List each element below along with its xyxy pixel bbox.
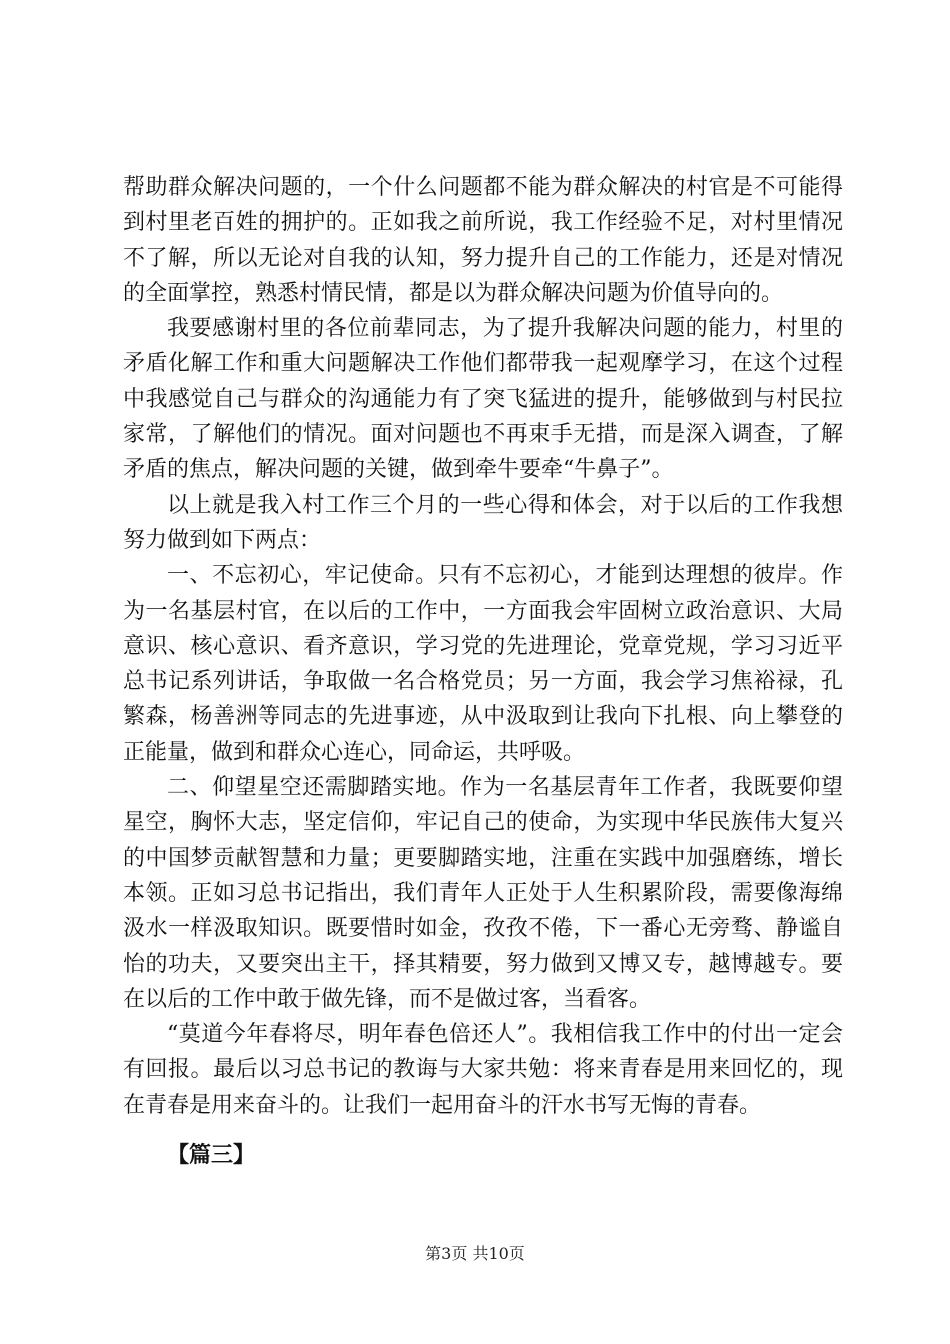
page-footer: 第3页 共10页 — [425, 1244, 525, 1263]
paragraph-5: 二、仰望星空还需脚踏实地。作为一名基层青年工作者，我既要仰望星空，胸怀大志，坚定信仰，牢记自己的使命，为实现中华民族伟大复兴的中国梦贡献智慧和力量；更要脚踏实地，注重在实践中加强磨练，增长本领。正如习总书记指出，我们青年人正处于人生积累阶段，需要像海绵汲水一样汲取知识。既要惜时如金，孜孜不倦，下一番心无旁骛、静谧自怡的功夫，又要突出主干，择其精要，努力做到又博又专，越博越专。要在以后的工作中敢于做先锋，而不是做过客，当看客。 — [123, 775, 843, 1012]
paragraph-6: “莫道今年春将尽，明年春色倍还人”。我相信我工作中的付出一定会有回报。最后以习总书记的教诲与大家共勉：将来青春是用来回忆的，现在青春是用来奋斗的。让我们一起用奋斗的汗水书写无悔的青春。 — [123, 1022, 843, 1118]
document-body — [123, 170, 843, 1123]
paragraph-2: 我要感谢村里的各位前辈同志，为了提升我解决问题的能力，村里的矛盾化解工作和重大问题解决工作他们都带我一起观摩学习，在这个过程中我感觉自己与群众的沟通能力有了突飞猛进的提升，能够做到与村民拉家常，了解他们的情况。面对问题也不再束手无措，而是深入调查，了解矛盾的焦点，解决问题的关键，做到牵牛要牵“牛鼻子”。 — [123, 316, 843, 483]
paragraph-1: 帮助群众解决问题的，一个什么问题都不能为群众解决的村官是不可能得到村里老百姓的拥护的。正如我之前所说，我工作经验不足，对村里情况不了解，所以无论对自我的认知，努力提升自己的工作能力，还是对情况的全面掌控，熟悉村情民情，都是以为群众解决问题为价值导向的。 — [123, 175, 843, 306]
paragraph-4: 一、不忘初心，牢记使命。只有不忘初心，才能到达理想的彼岸。作为一名基层村官，在以后的工作中，一方面我会牢固树立政治意识、大局意识、核心意识、看齐意识，学习党的先进理论，党章党规，学习习近平总书记系列讲话，争取做一名合格党员；另一方面，我会学习焦裕禄，孔繁森，杨善洲等同志的先进事迹，从中汲取到让我向下扎根、向上攀登的正能量，做到和群众心连心，同命运，共呼吸。 — [123, 563, 843, 765]
section-heading: 【篇三】 — [167, 1143, 256, 1168]
paragraph-3: 以上就是我入村工作三个月的一些心得和体会，对于以后的工作我想努力做到如下两点： — [123, 492, 843, 553]
